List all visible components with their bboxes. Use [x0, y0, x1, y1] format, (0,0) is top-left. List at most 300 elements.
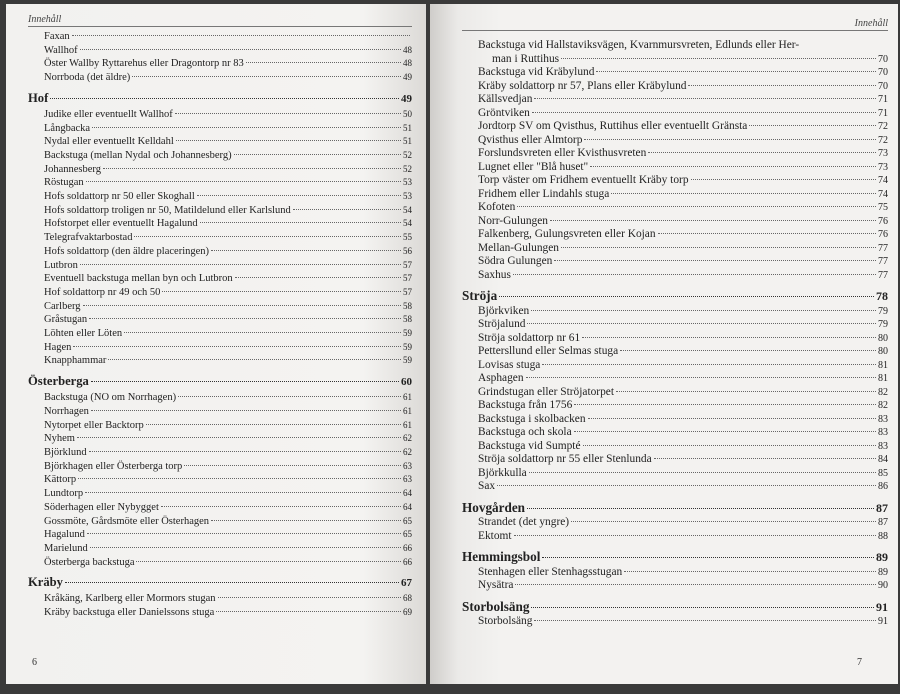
dot-leader	[132, 76, 401, 77]
toc-entry-title: Qvisthus eller Almtorp	[478, 133, 583, 146]
toc-entry-title: Norrhagen	[44, 405, 89, 417]
toc-entry-page-number: 69	[403, 607, 412, 618]
toc-entry	[28, 286, 412, 300]
toc-entry-page-number: 58	[403, 300, 412, 311]
toc-entry-title: Långbacka	[44, 122, 91, 134]
toc-entry	[462, 66, 888, 80]
dot-leader	[583, 445, 876, 446]
dot-leader	[499, 296, 874, 297]
toc-entry-title: Eventuell backstuga mellan byn och Lutbron	[44, 273, 233, 285]
toc-entry	[28, 176, 412, 190]
toc-entry-page-number: 63	[403, 460, 412, 471]
toc-entry-title: Storbolsäng	[462, 598, 530, 614]
toc-entry-title: Hemmingsbol	[462, 549, 541, 564]
toc-entry	[462, 530, 888, 544]
toc-entry	[462, 440, 888, 454]
toc-entry-page-number: 53	[403, 191, 412, 202]
toc-entry	[462, 345, 888, 359]
toc-entry	[28, 606, 412, 620]
dot-leader	[83, 305, 401, 306]
dot-leader	[534, 620, 876, 621]
toc-entry-page-number: 48	[403, 44, 412, 55]
toc-entry-page-number: 59	[403, 341, 412, 352]
toc-entry-page-number: 71	[878, 107, 888, 119]
dot-leader	[176, 140, 401, 141]
toc-entry-title: Mellan-Gulungen	[478, 241, 559, 254]
toc-entry	[28, 432, 412, 446]
dot-leader	[65, 582, 399, 583]
toc-entry-page-number: 50	[403, 108, 412, 119]
toc-entry-page-number: 80	[878, 332, 888, 344]
dot-leader	[89, 451, 401, 452]
dot-leader	[124, 332, 401, 333]
toc-list-left	[28, 31, 412, 620]
toc-entry-page-number: 52	[403, 149, 412, 160]
dot-leader	[162, 291, 401, 292]
toc-entry-title: Backstuga (mellan Nydal och Johannesberg)	[44, 149, 232, 161]
dot-leader	[72, 35, 410, 36]
toc-entry	[28, 108, 412, 122]
dot-leader	[91, 410, 401, 411]
toc-entry-page-number: 67	[401, 577, 412, 590]
toc-entry	[462, 359, 888, 373]
toc-entry-title: Österberga backstuga	[44, 556, 135, 568]
toc-entry-title: Gossmöte, Gårdsmöte eller Österhagen	[44, 515, 210, 527]
page-number-left: 6	[32, 657, 37, 668]
toc-entry-title: Lugnet eller "Blå huset"	[478, 160, 589, 173]
toc-entry-title: Saxhus	[478, 268, 511, 281]
toc-entry	[462, 255, 888, 269]
toc-entry	[462, 201, 888, 215]
dot-leader	[108, 359, 401, 360]
toc-entry-page-number: 89	[876, 550, 888, 564]
toc-entry-page-number: 76	[878, 229, 888, 240]
dot-leader	[50, 98, 399, 99]
toc-entry-page-number: 56	[403, 245, 412, 256]
dot-leader	[527, 508, 874, 509]
toc-entry-page-number: 48	[403, 58, 412, 69]
toc-entry-title: Björkkulla	[478, 466, 527, 479]
toc-entry-title: Judike eller eventuellt Wallhof	[44, 108, 173, 120]
toc-entry-title: Johannesberg	[44, 163, 101, 175]
toc-entry-title: Hofs soldattorp troligen nr 50, Matildelund eller Karlslund	[44, 204, 291, 216]
toc-entry-title: Torp väster om Fridhem eventuellt Kräby torp	[478, 174, 689, 186]
toc-entry	[462, 215, 888, 229]
toc-entry-page-number: 84	[878, 454, 888, 465]
toc-entry	[28, 300, 412, 314]
toc-entry-page-number: 88	[878, 530, 888, 542]
dot-leader	[161, 506, 401, 507]
toc-entry-page-number: 51	[403, 122, 412, 133]
toc-entry-title: Björkhagen eller Österberga torp	[44, 460, 183, 472]
dot-leader	[90, 547, 401, 548]
toc-entry-title: Nyhem	[44, 433, 75, 445]
toc-list-right	[462, 39, 888, 629]
toc-entry-page-number: 87	[876, 500, 888, 515]
toc-entry-title: Söderhagen eller Nybygget	[44, 501, 159, 513]
toc-entry-page-number: 77	[878, 269, 888, 281]
toc-entry	[462, 467, 888, 481]
toc-entry-title: Hofs soldattorp nr 50 eller Skoghall	[44, 191, 195, 203]
toc-entry-title: Knapphammar	[44, 355, 107, 367]
toc-entry-title: Faxan	[44, 31, 70, 42]
dot-leader	[246, 62, 401, 63]
toc-entry-title: Backstuga vid Kräbylund	[478, 66, 595, 78]
toc-entry	[28, 313, 412, 327]
toc-entry	[28, 272, 412, 286]
dot-leader	[527, 323, 876, 324]
dot-leader	[211, 520, 401, 521]
dot-leader	[216, 611, 401, 612]
toc-entry-title: Lutbron	[44, 259, 78, 271]
toc-entry-title: Sax	[478, 480, 496, 492]
toc-entry-page-number: 54	[403, 204, 412, 215]
toc-entry-page-number: 57	[403, 259, 412, 270]
toc-entry	[462, 134, 888, 148]
toc-entry-title: Nydal eller eventuellt Kelldahl	[44, 136, 174, 148]
toc-entry	[462, 120, 888, 134]
toc-entry	[462, 53, 888, 67]
dot-leader	[648, 152, 876, 153]
toc-entry-title: Carlberg	[44, 300, 81, 312]
toc-entry	[462, 413, 888, 427]
dot-leader	[532, 112, 876, 113]
dot-leader	[80, 264, 401, 265]
toc-entry-page-number: 85	[878, 467, 888, 479]
toc-entry-page-number: 72	[878, 134, 888, 146]
dot-leader	[624, 571, 876, 572]
dot-leader	[561, 247, 876, 248]
dot-leader	[136, 561, 401, 562]
dot-leader	[588, 418, 876, 419]
toc-entry-title: Lundtorp	[44, 488, 84, 500]
toc-entry	[462, 39, 888, 53]
dot-leader	[534, 98, 876, 99]
toc-entry-page-number: 58	[403, 314, 412, 325]
toc-entry-title: Marielund	[44, 542, 88, 554]
dot-leader	[654, 458, 876, 459]
toc-entry-title: Kräby	[28, 575, 63, 590]
dot-leader	[146, 424, 401, 425]
toc-entry	[462, 269, 888, 283]
toc-entry	[462, 80, 888, 94]
toc-entry	[28, 327, 412, 341]
dot-leader	[531, 607, 874, 608]
toc-entry-title: Kofoten	[478, 201, 516, 213]
dot-leader	[526, 377, 876, 378]
toc-section-heading	[462, 501, 888, 516]
toc-entry	[28, 245, 412, 259]
toc-entry-title: Hofstorpet eller eventuellt Hagalund	[44, 218, 198, 230]
toc-entry	[28, 405, 412, 419]
toc-entry-title: Forslundsvreten eller Kvisthusvreten	[478, 147, 647, 159]
toc-entry-page-number: 55	[403, 232, 412, 243]
dot-leader	[78, 478, 401, 479]
dot-leader	[89, 318, 401, 319]
toc-entry-page-number: 57	[403, 286, 412, 297]
toc-entry-page-number: 62	[403, 433, 412, 444]
right-page	[430, 4, 898, 684]
toc-entry-page-number: 78	[876, 289, 888, 303]
toc-entry-title: Backstuga från 1756	[478, 399, 573, 411]
dot-leader	[515, 584, 876, 585]
toc-entry	[462, 174, 888, 188]
toc-entry-page-number: 71	[878, 94, 888, 105]
toc-entry	[28, 122, 412, 136]
toc-entry-page-number: 72	[878, 121, 888, 132]
dot-leader	[92, 127, 401, 128]
toc-entry-title: Ströja soldattorp nr 61	[478, 331, 581, 344]
toc-entry	[462, 188, 888, 202]
toc-entry	[462, 386, 888, 400]
toc-entry	[28, 391, 412, 405]
toc-entry	[462, 318, 888, 332]
toc-entry	[462, 566, 888, 580]
toc-section-heading	[462, 600, 888, 615]
toc-entry	[462, 242, 888, 256]
dot-leader	[590, 166, 876, 167]
toc-entry	[462, 372, 888, 386]
toc-entry-page-number: 64	[403, 501, 412, 512]
toc-entry-title: Hovgården	[462, 499, 526, 515]
toc-entry-title: Gråstugan	[44, 314, 88, 326]
dot-leader	[550, 220, 876, 221]
toc-entry-title: Backstuga och skola	[478, 426, 572, 438]
toc-entry-title: Österberga	[28, 374, 89, 389]
dot-leader	[529, 472, 876, 473]
toc-entry-title: man i Ruttihus	[492, 52, 560, 65]
toc-entry	[462, 107, 888, 121]
toc-entry-title: Röstugan	[44, 177, 84, 189]
toc-entry-title: Storbolsäng	[478, 615, 533, 627]
toc-entry-page-number: 83	[878, 413, 888, 425]
running-header-left: Innehåll	[28, 14, 412, 27]
toc-entry	[462, 579, 888, 593]
toc-entry-page-number: 77	[878, 256, 888, 267]
toc-entry	[462, 93, 888, 107]
dot-leader	[87, 533, 401, 534]
toc-entry-title: Ströja soldattorp nr 55 eller Stenlunda	[478, 453, 652, 465]
toc-entry-page-number: 59	[403, 355, 412, 366]
dot-leader	[77, 437, 401, 438]
toc-entry-page-number: 79	[878, 319, 888, 330]
toc-entry	[462, 426, 888, 440]
toc-entry	[462, 453, 888, 467]
dot-leader	[513, 274, 876, 275]
toc-entry-title: Pettersllund eller Selmas stuga	[478, 345, 619, 357]
toc-entry-page-number: 90	[878, 580, 888, 591]
dot-leader	[200, 222, 401, 223]
toc-entry	[28, 31, 412, 44]
toc-entry	[28, 231, 412, 245]
toc-entry-title: Södra Gulungen	[478, 255, 553, 267]
dot-leader	[531, 310, 876, 311]
toc-entry-page-number: 79	[878, 305, 888, 317]
toc-entry	[462, 480, 888, 494]
toc-entry-title: Hof soldattorp nr 49 och 50	[44, 286, 161, 298]
toc-entry	[28, 163, 412, 177]
toc-entry-page-number: 83	[878, 427, 888, 438]
dot-leader	[497, 485, 876, 486]
toc-entry	[28, 487, 412, 501]
toc-entry-page-number: 82	[878, 400, 888, 411]
toc-entry-title: Jordtorp SV om Qvisthus, Ruttihus eller eventuellt Gränsta	[478, 120, 748, 132]
toc-entry-page-number: 91	[876, 599, 888, 614]
toc-entry-page-number: 76	[878, 215, 888, 227]
toc-entry-title: Stenhagen eller Stenhagsstugan	[478, 565, 623, 578]
page-number-right: 7	[857, 657, 862, 668]
toc-entry-title: Kräby backstuga eller Danielssons stuga	[44, 607, 215, 619]
dot-leader	[184, 465, 401, 466]
dot-leader	[80, 49, 401, 50]
toc-entry	[28, 556, 412, 570]
toc-entry-page-number: 54	[403, 218, 412, 229]
toc-entry	[28, 592, 412, 606]
toc-entry	[28, 515, 412, 529]
dot-leader	[688, 85, 876, 86]
toc-entry-title: Telegrafvaktarbostad	[44, 232, 133, 244]
toc-entry-title: Löhten eller Löten	[44, 328, 123, 340]
toc-entry-title: Ströja	[462, 288, 498, 303]
dot-leader	[85, 492, 401, 493]
toc-entry-title: Nytorpet eller Backtorp	[44, 419, 144, 431]
dot-leader	[134, 236, 401, 237]
toc-entry-title: Strandet (det yngre)	[478, 516, 570, 528]
dot-leader	[584, 139, 876, 140]
toc-entry	[28, 460, 412, 474]
dot-leader	[574, 431, 876, 432]
dot-leader	[178, 396, 401, 397]
toc-entry-title: Öster Wallby Ryttarehus eller Dragontorp nr 83	[44, 58, 244, 70]
toc-entry-title: Hagen	[44, 341, 72, 353]
toc-entry	[28, 204, 412, 218]
toc-entry-title: Backstuga (NO om Norrhagen)	[44, 392, 177, 404]
toc-entry-title: Norr-Gulungen	[478, 214, 548, 227]
toc-entry	[462, 615, 888, 629]
toc-entry-page-number: 75	[878, 202, 888, 213]
dot-leader	[91, 381, 399, 382]
toc-entry-page-number: 86	[878, 481, 888, 492]
dot-leader	[211, 250, 401, 251]
dot-leader	[235, 277, 401, 278]
dot-leader	[197, 195, 401, 196]
toc-entry	[28, 190, 412, 204]
toc-entry	[462, 161, 888, 175]
toc-entry-page-number: 82	[878, 386, 888, 398]
toc-entry	[28, 44, 412, 58]
dot-leader	[175, 113, 401, 114]
toc-entry-title: Falkenberg, Gulungsvreten eller Kojan	[478, 228, 656, 240]
toc-entry-page-number: 73	[878, 161, 888, 173]
toc-entry	[28, 217, 412, 231]
toc-entry	[28, 135, 412, 149]
toc-entry	[28, 259, 412, 273]
toc-entry-page-number: 70	[878, 67, 888, 78]
toc-entry-title: Hof	[28, 90, 49, 105]
toc-entry	[462, 332, 888, 346]
toc-entry	[462, 399, 888, 413]
dot-leader	[574, 404, 876, 405]
toc-entry-page-number: 70	[878, 80, 888, 92]
toc-entry-title: Backstuga i skolbacken	[478, 412, 586, 425]
toc-entry-page-number: 61	[403, 392, 412, 403]
toc-entry-page-number: 65	[403, 529, 412, 540]
toc-entry-page-number: 87	[878, 517, 888, 528]
toc-entry-title: Kräby soldattorp nr 57, Plans eller Kräbylund	[478, 79, 687, 92]
toc-entry-page-number: 70	[878, 53, 888, 65]
toc-entry-title: Backstuga vid Sumpté	[478, 439, 581, 452]
dot-leader	[620, 350, 876, 351]
toc-entry-title: Fridhem eller Lindahls stuga	[478, 187, 610, 200]
toc-entry	[462, 147, 888, 161]
toc-entry-page-number: 61	[403, 405, 412, 416]
left-page	[6, 4, 426, 684]
dot-leader	[103, 168, 401, 169]
dot-leader	[616, 391, 876, 392]
toc-entry-page-number: 61	[403, 419, 412, 430]
running-header-right: Innehåll	[462, 18, 888, 31]
dot-leader	[571, 521, 876, 522]
dot-leader	[658, 233, 876, 234]
dot-leader	[542, 364, 876, 365]
toc-entry	[28, 341, 412, 355]
dot-leader	[73, 346, 401, 347]
toc-section-heading	[28, 374, 412, 390]
toc-entry-page-number: 81	[878, 359, 888, 371]
toc-entry-page-number: 77	[878, 242, 888, 254]
toc-entry-title: Ektomt	[478, 529, 512, 542]
toc-entry-title: Hagalund	[44, 529, 85, 541]
toc-entry-title: Hofs soldattorp (den äldre placeringen)	[44, 245, 210, 257]
toc-entry-page-number: 49	[403, 72, 412, 83]
dot-leader	[218, 597, 401, 598]
toc-entry-title: Nysätra	[478, 579, 514, 591]
dot-leader	[582, 337, 876, 338]
dot-leader	[611, 193, 876, 194]
toc-entry-page-number: 66	[403, 542, 412, 553]
toc-entry-page-number: 68	[403, 593, 412, 604]
dot-leader	[234, 154, 401, 155]
dot-leader	[517, 206, 876, 207]
toc-entry	[28, 57, 412, 71]
toc-section-heading	[462, 289, 888, 304]
toc-entry	[28, 419, 412, 433]
dot-leader	[691, 179, 876, 180]
toc-entry-page-number: 57	[403, 273, 412, 284]
toc-entry-page-number: 60	[401, 376, 412, 389]
toc-entry	[28, 501, 412, 515]
toc-entry-page-number: 89	[878, 566, 888, 578]
toc-entry-title: Grindstugan eller Ströjatorpet	[478, 385, 615, 398]
toc-entry-title: Björkviken	[478, 304, 530, 317]
dot-leader	[596, 71, 876, 72]
dot-leader	[749, 125, 876, 126]
toc-entry-page-number: 91	[878, 616, 888, 627]
dot-leader	[514, 535, 876, 536]
dot-leader	[86, 181, 401, 182]
toc-entry	[462, 516, 888, 530]
dot-leader	[561, 58, 876, 59]
toc-entry-title: Lovisas stuga	[478, 358, 541, 371]
toc-entry-page-number: 52	[403, 163, 412, 174]
dot-leader	[293, 209, 401, 210]
toc-entry-title: Kråkäng, Karlberg eller Mormors stugan	[44, 593, 216, 605]
toc-entry-page-number: 73	[878, 148, 888, 159]
toc-entry	[28, 149, 412, 163]
toc-entry-title: Asphagen	[478, 372, 524, 384]
toc-entry	[28, 528, 412, 542]
toc-entry-page-number: 63	[403, 474, 412, 485]
